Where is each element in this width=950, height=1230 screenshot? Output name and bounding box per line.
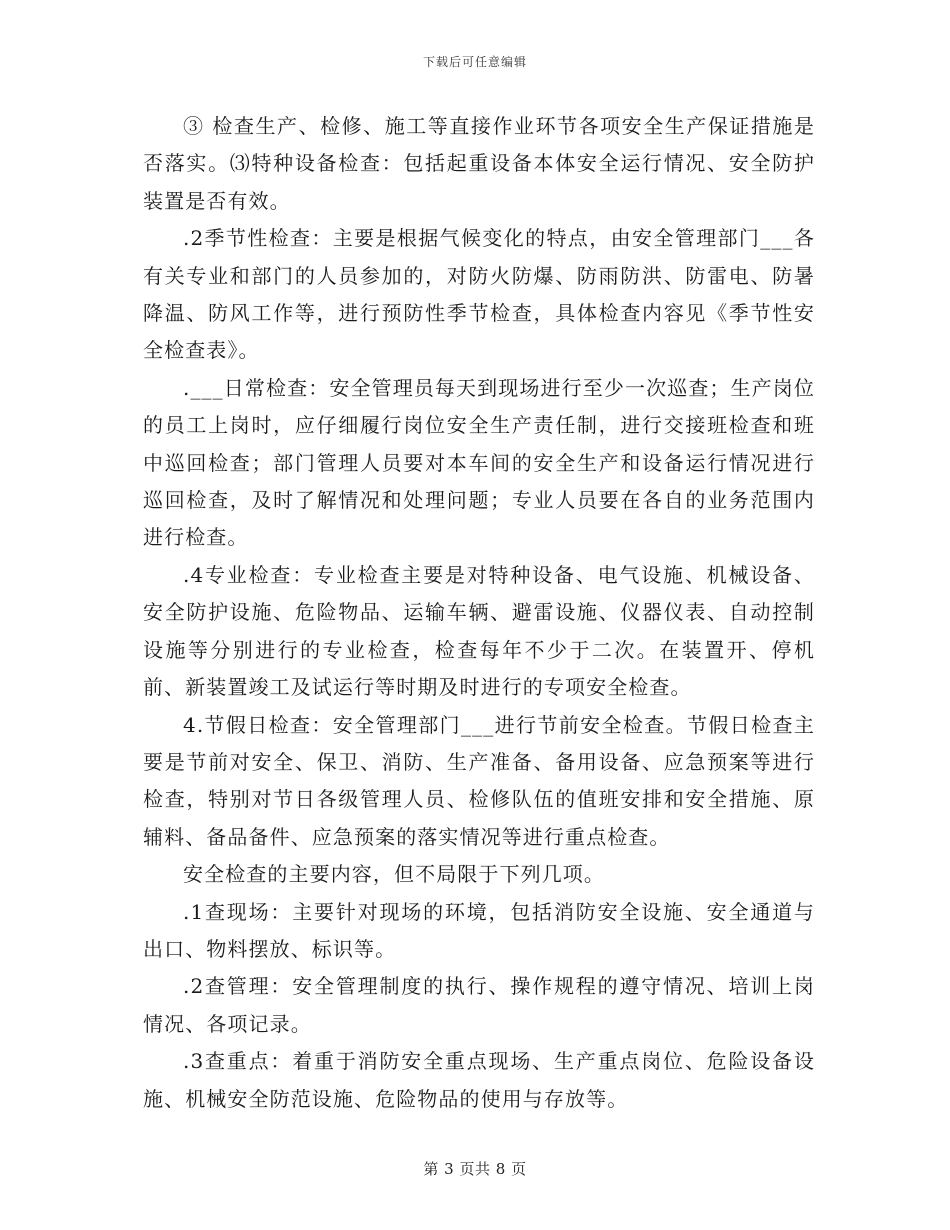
paragraph-check-site: .1查现场：主要针对现场的环境，包括消防安全设施、安全通道与出口、物料摆放、标识等。	[143, 899, 815, 961]
paragraph-special-inspection: .4专业检查：专业检查主要是对特种设备、电气设施、机械设备、安全防护设施、危险物品、运输车辆、避雷设施、仪器仪表、自动控制设施等分别进行的专业检查，检查每年不少于二次。在装置开、停机前、新装置竣工及试运行等时期及时进行的专项安全检查。	[143, 562, 815, 700]
paragraph-seasonal-inspection: .2季节性检查：主要是根据气候变化的特点，由安全管理部门___各有关专业和部门的人员参加的，对防火防爆、防雨防洪、防雷电、防暑降温、防风工作等，进行预防性季节检查，具体检查内容见《季节性安全检查表》。	[143, 226, 815, 363]
paragraph-work-safety-measures: ③ 检查生产、检修、施工等直接作业环节各项安全生产保证措施是否落实。⑶特种设备检查：包括起重设备本体安全运行情况、安全防护装置是否有效。	[143, 114, 815, 213]
paragraph-inspection-content-intro: 安全检查的主要内容，但不局限于下列几项。	[183, 862, 605, 887]
document-body	[143, 108, 815, 1118]
page-header: 下载后可任意编辑	[422, 55, 527, 69]
paragraph-daily-inspection: .___日常检查：安全管理员每天到现场进行至少一次巡查；生产岗位的员工上岗时，应仔细履行岗位安全生产责任制，进行交接班检查和班中巡回检查；部门管理人员要对本车间的安全生产和设备运行情况进行巡回检查，及时了解情况和处理问题；专业人员要在各自的业务范围内进行检查。	[143, 375, 815, 550]
page-number: 第 3 页共 8 页	[423, 1160, 527, 1178]
paragraph-check-management: .2查管理：安全管理制度的执行、操作规程的遵守情况、培训上岗情况、各项记录。	[143, 974, 815, 1036]
paragraph-check-key-points: .3查重点：着重于消防安全重点现场、生产重点岗位、危险设备设施、机械安全防范设施、危险物品的使用与存放等。	[143, 1049, 815, 1111]
paragraph-holiday-inspection: 4.节假日检查：安全管理部门___进行节前安全检查。节假日检查主要是节前对安全、保卫、消防、生产准备、备用设备、应急预案等进行检查，特别对节日各级管理人员、检修队伍的值班安排和安全措施、原辅料、备品备件、应急预案的落实情况等进行重点检查。	[143, 712, 815, 849]
